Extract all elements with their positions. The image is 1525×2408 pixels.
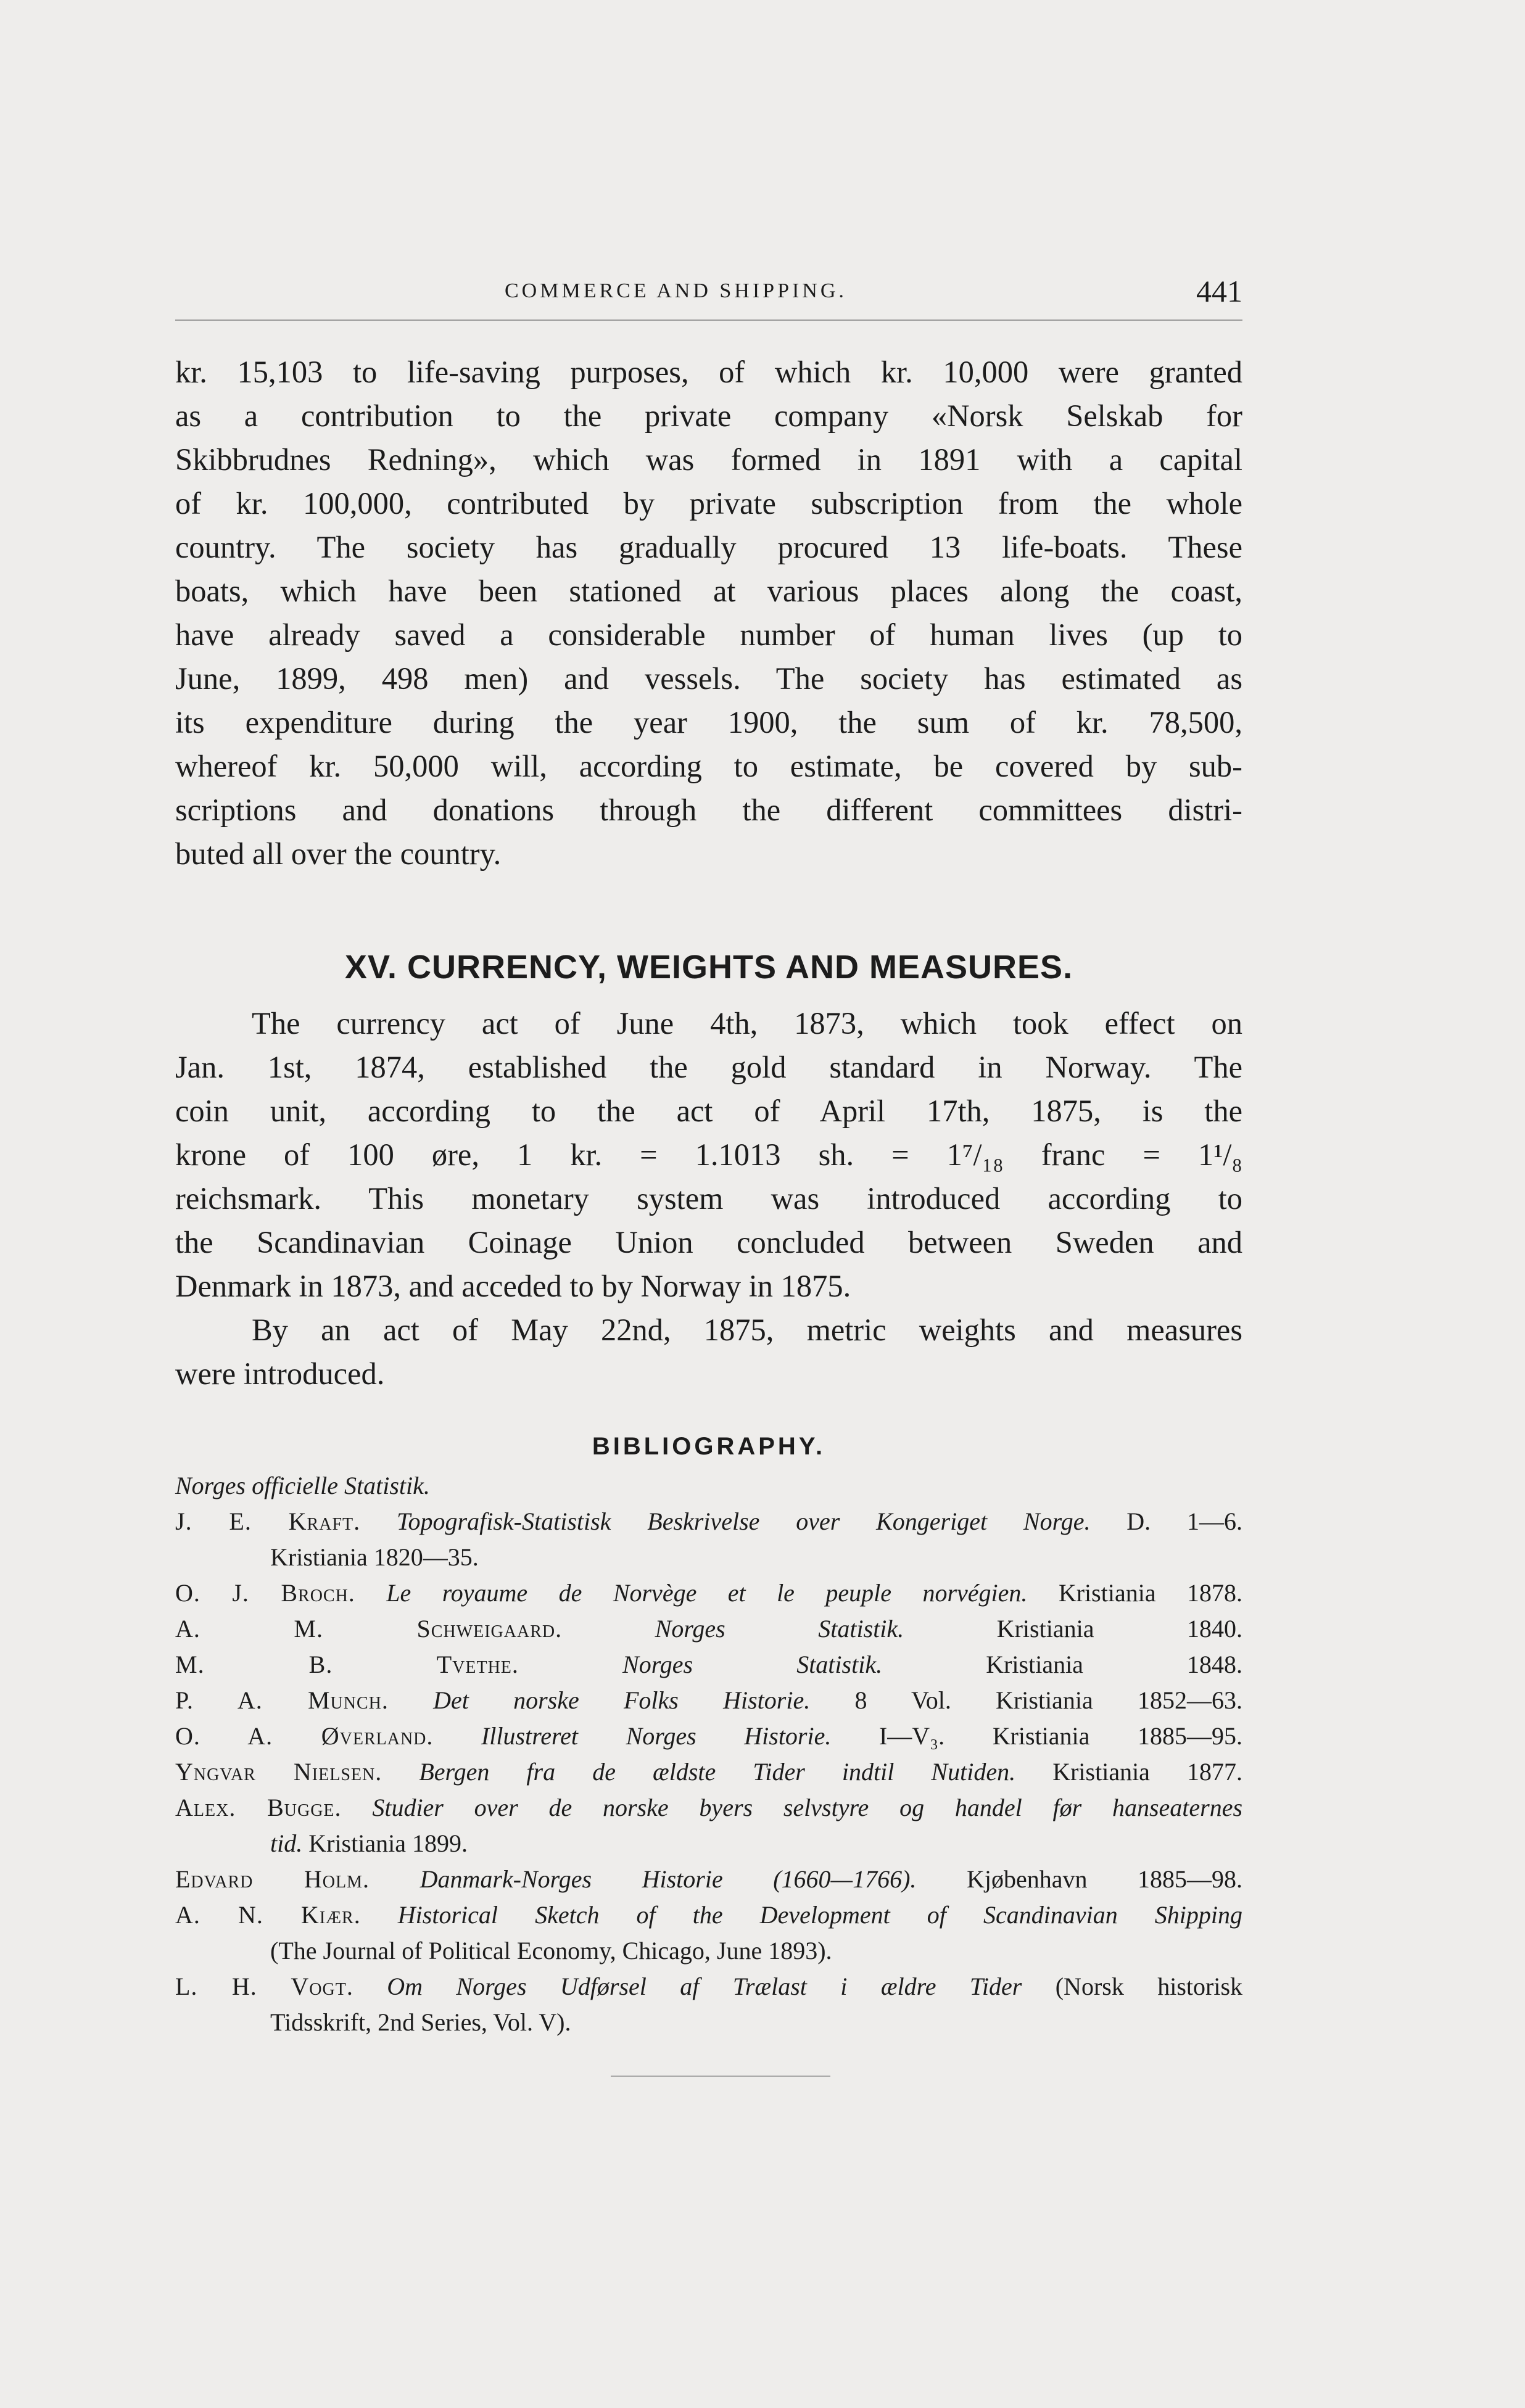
currency-paragraph <box>175 1002 1242 1308</box>
entry-imprint: Kristiania 1878. <box>1058 1579 1243 1607</box>
entry-first-line <box>175 1754 1242 1790</box>
text-line: Skibbrudnes Redning», which was formed in 1891 with a capital <box>175 442 1242 477</box>
bibliography-list <box>175 1468 1242 2040</box>
entry-author: L. H. Vogt. <box>175 1973 353 2000</box>
entry-author: Alex. Bugge. <box>175 1794 342 1821</box>
entry-author: P. A. Munch. <box>175 1686 389 1714</box>
text-line: June, 1899, 498 men) and vessels. The society has estimated as <box>175 661 1242 696</box>
entry-title: Studier over de norske byers selvstyre og handel før hanseaternes <box>372 1794 1243 1821</box>
text-line: buted all over the country. <box>175 836 502 871</box>
text-line: the Scandinavian Coinage Union concluded between Sweden and <box>175 1225 1242 1260</box>
bibliography-entry <box>175 1862 1242 1897</box>
entry-first-line <box>175 1504 1242 1540</box>
entry-author: Yngvar Nielsen. <box>175 1758 382 1786</box>
entry-imprint-continued: (The Journal of Political Economy, Chicago, June 1893). <box>270 1937 832 1965</box>
text-line: reichsmark. This monetary system was introduced according to <box>175 1181 1242 1216</box>
bibliography-entry <box>175 1575 1242 1611</box>
text-line: boats, which have been stationed at various places along the coast, <box>175 574 1242 608</box>
entry-first-line <box>175 1969 1242 2005</box>
bibliography-entry <box>175 1683 1242 1718</box>
text-line: By an act of May 22nd, 1875, metric weights and measures <box>252 1313 1242 1347</box>
entry-imprint: Kristiania 1848. <box>986 1651 1243 1678</box>
entry-author: M. B. Tvethe. <box>175 1651 519 1678</box>
text-line: whereof kr. 50,000 will, according to estimate, be covered by sub- <box>175 749 1242 783</box>
entry-title: Norges Statistik. <box>655 1615 904 1643</box>
entry-imprint-continued: Kristiania 1899. <box>308 1829 468 1857</box>
entry-author: A. N. Kiær. <box>175 1901 361 1929</box>
entry-title: Bergen fra de ældste Tider indtil Nutiden. <box>419 1758 1016 1786</box>
entry-imprint: 8 Vol. Kristiania 1852—63. <box>854 1686 1243 1714</box>
entry-title: Norges Statistik. <box>622 1651 883 1678</box>
text-line: country. The society has gradually procured 13 life-boats. These <box>175 530 1242 564</box>
entry-title: Illustreret Norges Historie. <box>481 1722 832 1750</box>
entry-imprint: D. 1—6. <box>1126 1507 1243 1535</box>
text-line: coin unit, according to the act of April 17th, 1875, is the <box>175 1094 1242 1128</box>
bibliography-heading: BIBLIOGRAPHY. <box>592 1433 826 1460</box>
text-line: krone of 100 øre, 1 kr. = 1.1013 sh. = 1⁷/₁₈ franc = 1¹/₈ <box>175 1137 1242 1172</box>
bibliography-entry <box>175 1754 1242 1790</box>
entry-title: Danmark-Norges Historie (1660—1766). <box>419 1865 917 1893</box>
entry-imprint: Kristiania 1877. <box>1052 1758 1243 1786</box>
entry-title: Topografisk-Statistisk Beskrivelse over Kongeriget Norge. <box>396 1507 1091 1535</box>
bibliography-entry <box>175 1969 1242 2040</box>
entry-first-line <box>175 1790 1242 1826</box>
bibliography-entry <box>175 1647 1242 1683</box>
bibliography-entry <box>175 1611 1242 1647</box>
text-line: as a contribution to the private company «Norsk Selskab for <box>175 398 1242 433</box>
entry-continuation <box>175 1826 1242 1862</box>
entry-author: O. J. Broch. <box>175 1579 355 1607</box>
entry-imprint: Kjøbenhavn 1885—98. <box>966 1865 1243 1893</box>
running-title: COMMERCE AND SHIPPING. <box>505 279 847 302</box>
bibliography-entry <box>175 1897 1242 1969</box>
text-line: The currency act of June 4th, 1873, which took effect on <box>252 1006 1242 1041</box>
entry-first-line <box>175 1575 1242 1611</box>
entry-title-continued: tid. <box>270 1829 303 1857</box>
entry-imprint: I—V₃. Kristiania 1885—95. <box>878 1722 1243 1750</box>
bibliography-entries <box>175 1504 1242 2040</box>
text-line: have already saved a considerable number of human lives (up to <box>175 617 1242 652</box>
entry-title: Le royaume de Norvège et le peuple norvégien. <box>386 1579 1028 1607</box>
page-number: 441 <box>1196 274 1242 308</box>
entry-first-line <box>175 1683 1242 1718</box>
section-heading: XV. CURRENCY, WEIGHTS AND MEASURES. <box>344 949 1073 986</box>
text-line: scriptions and donations through the different committees distri- <box>175 793 1242 827</box>
entry-continuation <box>175 1933 1242 1969</box>
entry-author: Edvard Holm. <box>175 1865 370 1893</box>
entry-first-line <box>175 1647 1242 1683</box>
text-line: Denmark in 1873, and acceded to by Norway in 1875. <box>175 1269 851 1303</box>
bibliography-entry <box>175 1790 1242 1862</box>
entry-author: J. E. Kraft. <box>175 1507 361 1535</box>
running-head <box>175 266 1242 316</box>
entry-continuation <box>175 1540 1242 1575</box>
text-line: of kr. 100,000, contributed by private subscription from the whole <box>175 486 1242 521</box>
bibliography-entry <box>175 1504 1242 1575</box>
bibliography-entry <box>175 1718 1242 1754</box>
entry-title: Om Norges Udførsel af Trælast i ældre Tider <box>387 1973 1022 2000</box>
lifesaving-paragraph <box>175 350 1242 876</box>
entry-title: Historical Sketch of the Development of Scandinavian Shipping <box>397 1901 1243 1929</box>
header-rule <box>175 320 1242 321</box>
end-rule <box>611 2076 830 2077</box>
entry-imprint-continued: Kristiania 1820—35. <box>270 1543 479 1571</box>
text-line: were introduced. <box>175 1356 385 1391</box>
entry-first-line <box>175 1718 1242 1754</box>
currency-section-body <box>175 1002 1242 1396</box>
entry-imprint: Kristiania 1840. <box>996 1615 1242 1643</box>
entry-imprint: (Norsk historisk <box>1055 1973 1243 2000</box>
metric-paragraph <box>175 1308 1242 1396</box>
text-line: kr. 15,103 to life-saving purposes, of which kr. 10,000 were granted <box>175 355 1242 389</box>
text-line: its expenditure during the year 1900, the sum of kr. 78,500, <box>175 705 1242 740</box>
text-line: Jan. 1st, 1874, established the gold standard in Norway. The <box>175 1050 1242 1084</box>
entry-first-line <box>175 1897 1242 1933</box>
lifesaving-text <box>175 350 1242 876</box>
entry-continuation <box>175 2005 1242 2040</box>
entry-imprint-continued: Tidsskrift, 2nd Series, Vol. V). <box>270 2008 571 2036</box>
entry-author: A. M. Schweigaard. <box>175 1615 563 1643</box>
entry-title: Det norske Folks Historie. <box>433 1686 811 1714</box>
entry-author: O. A. Øverland. <box>175 1722 434 1750</box>
entry-first-line <box>175 1611 1242 1647</box>
bibliography-source: Norges officielle Statistik. <box>175 1472 430 1499</box>
entry-first-line <box>175 1862 1242 1897</box>
